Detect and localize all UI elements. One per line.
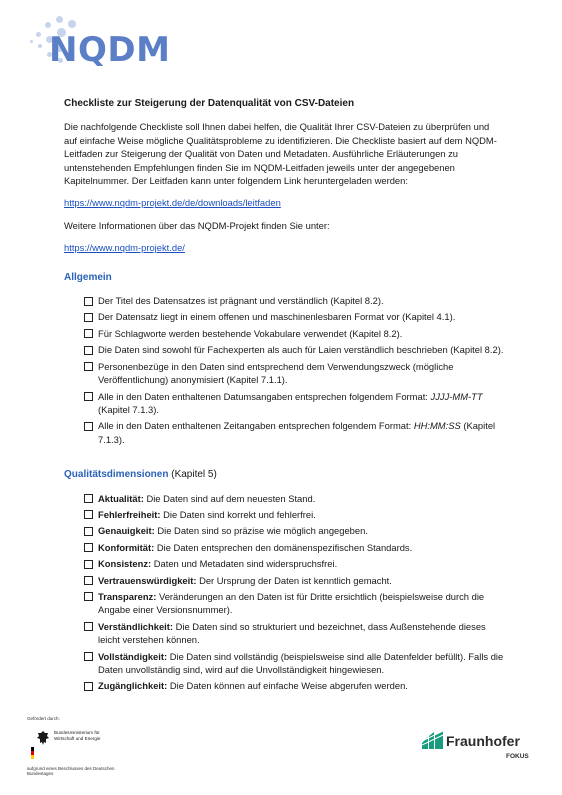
checkbox[interactable] [84, 392, 93, 401]
federal-eagle-icon [36, 730, 50, 746]
checkbox[interactable] [84, 652, 93, 661]
checklist-item: Fehlerfreiheit: Die Daten sind korrekt und fehlerfrei. [84, 508, 504, 521]
checklist-item: Personenbezüge in den Daten sind entsprechend dem Verwendungszweck (mögliche Veröffentlichung) anonymisiert (Kapitel 7.1.1). [84, 360, 504, 387]
checklist-item: Verständlichkeit: Die Daten sind so strukturiert und bezeichnet, dass Außenstehende dieses leicht verstehen können. [84, 620, 504, 647]
section-allgemein-heading: Allgemein [64, 271, 112, 283]
fraunhofer-mark-icon [422, 731, 444, 749]
ministry-name: Bundesministerium für Wirtschaft und Energie [54, 730, 101, 741]
checklist-item: Vertrauenswürdigkeit: Der Ursprung der Daten ist kenntlich gemacht. [84, 574, 504, 587]
checkbox[interactable] [84, 622, 93, 631]
funded-by-label: Gefördert durch: [27, 716, 60, 721]
leitfaden-link[interactable]: https://www.nqdm-projekt.de/de/downloads/leitfaden [64, 197, 281, 209]
fokus-label: FOKUS [506, 753, 529, 760]
checkbox[interactable] [84, 346, 93, 355]
document-body [64, 97, 504, 696]
checklist-item: Aktualität: Die Daten sind auf dem neuesten Stand. [84, 492, 504, 505]
date-format: JJJJ-MM-TT [430, 390, 483, 402]
checklist-item: Transparenz: Veränderungen an den Daten ist für Dritte ersichtlich (beispielsweise durch die Angabe einer Versionsnummer). [84, 590, 504, 617]
checkbox[interactable] [84, 527, 93, 536]
checkbox[interactable] [84, 592, 93, 601]
german-flag-icon [31, 747, 34, 759]
checklist-item: Zugänglichkeit: Die Daten können auf einfache Weise abgerufen werden. [84, 679, 504, 692]
checkbox[interactable] [84, 510, 93, 519]
checklist-item: Die Daten sind sowohl für Fachexperten als auch für Laien verständlich beschrieben (Kapitel 8.2). [84, 343, 504, 356]
checklist-item: Konsistenz: Daten und Metadaten sind widerspruchsfrei. [84, 557, 504, 570]
allgemein-checklist [64, 294, 504, 446]
checklist-item: Der Titel des Datensatzes ist prägnant und verständlich (Kapitel 8.2). [84, 294, 504, 307]
checklist-item: Der Datensatz liegt in einem offenen und maschinenlesbaren Format vor (Kapitel 4.1). [84, 310, 504, 323]
nqdm-logo [30, 14, 171, 74]
qualitaet-checklist [64, 492, 504, 693]
checkbox[interactable] [84, 329, 93, 338]
time-format: HH:MM:SS [413, 420, 461, 432]
project-link[interactable]: https://www.nqdm-projekt.de/ [64, 242, 185, 254]
checklist-item: Vollständigkeit: Die Daten sind vollständig (beispielsweise sind alle Datenfelder befüllt). Falls die Daten unvollständig sind, wird auf die Unvollständigkeit hingewiesen. [84, 650, 504, 677]
checklist-item: Alle in den Daten enthaltenen Zeitangaben entsprechen folgendem Format: HH:MM:SS (Kapitel 7.1.3). [84, 419, 504, 446]
fraunhofer-name: Fraunhofer [446, 733, 520, 749]
checkbox[interactable] [84, 297, 93, 306]
checklist-item: Für Schlagworte werden bestehende Vokabulare verwendet (Kapitel 8.2). [84, 327, 504, 340]
checklist-item: Genauigkeit: Die Daten sind so präzise wie möglich angegeben. [84, 524, 504, 537]
more-info-text: Weitere Informationen über das NQDM-Projekt finden Sie unter: [64, 219, 330, 231]
checkbox[interactable] [84, 313, 93, 322]
intro-paragraph: Die nachfolgende Checkliste soll Ihnen dabei helfen, die Qualität Ihrer CSV-Dateien zu überprüfen und auf einfache Weise mögliche Qualitätsprobleme zu identifizieren. Die Checkliste basiert auf dem NQDM-Leitfaden zur Steigerung der Qualität von Daten und Metadaten. Ausführliche Erläuterungen zu untenstehenden Empfehlungen finden Sie im NQDM-Leitfaden jeweils unter der angegebenen Kapitelnummer. Der Leitfaden kann unter folgendem Link heruntergeladen werden: [64, 121, 497, 187]
checkbox[interactable] [84, 422, 93, 431]
checkbox[interactable] [84, 494, 93, 503]
bundestag-note: aufgrund eines Beschlusses des Deutschen Bundestages [27, 766, 115, 777]
page-title: Checkliste zur Steigerung der Datenqualität von CSV-Dateien [64, 98, 355, 109]
section-qualitaet-heading: Qualitätsdimensionen (Kapitel 5) [64, 469, 217, 481]
logo-text: NQDM [49, 30, 171, 70]
checklist-item: Konformität: Die Daten entsprechen den domänenspezifischen Standards. [84, 541, 504, 554]
checkbox[interactable] [84, 543, 93, 552]
checkbox[interactable] [84, 576, 93, 585]
checkbox[interactable] [84, 682, 93, 691]
checklist-item: Alle in den Daten enthaltenen Datumsangaben entsprechen folgendem Format: JJJJ-MM-TT (Kapitel 7.1.3). [84, 390, 504, 417]
checkbox[interactable] [84, 560, 93, 569]
checkbox[interactable] [84, 362, 93, 371]
